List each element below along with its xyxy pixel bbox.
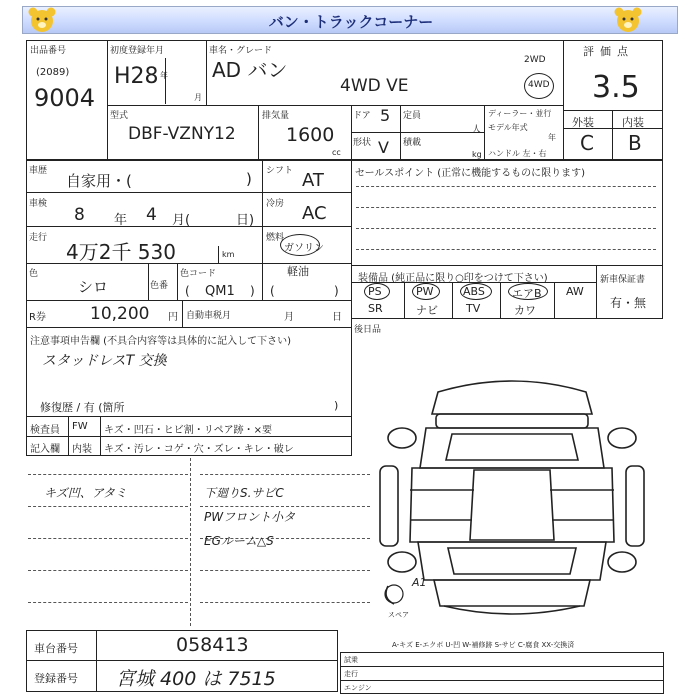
shift-value: AT [302,170,324,191]
recycle-unit: 円 [168,312,178,323]
car-name-label: 車名・グレード [209,46,273,56]
report-line-1: 下廻りS.サビC [204,486,284,500]
ac-value: AC [302,203,327,224]
inspector-label-2: 記入欄 [30,444,60,455]
displacement-value: 1600 [286,124,335,146]
equip-ps: PS [368,285,382,298]
inspection-month: 4 [146,205,157,225]
equip-sr: SR [368,302,383,315]
inspector-interior-label: 内装 [72,444,92,455]
model-year-label: モデル年式 [488,123,528,132]
banner-title: バン・トラックコーナー [268,13,434,31]
tax-day: 日 [332,312,342,323]
first-reg-month-unit: 月 [194,93,202,102]
fuel-label: 燃料 [266,233,285,243]
repair-close: ) [334,399,339,412]
fuel-paren-open: ( [270,284,275,298]
notes-handwritten: スタッドレスT 交換 [42,353,167,369]
model-value: DBF-VZNY12 [128,124,236,144]
handle-label: ハンドル 左・右 [488,149,547,158]
color-label: 色 [29,269,39,279]
color-code-close: ) [250,284,255,298]
first-reg-value: H28 [114,64,159,89]
ac-label: 冷房 [266,199,285,209]
tax-label: 自動車税月 [186,311,232,321]
displacement-label: 排気量 [262,111,290,121]
chassis-label: 車台番号 [34,642,78,655]
color-code-label: 色コード [180,269,217,279]
shape-label: 形状 [353,138,372,148]
test-box [340,652,664,694]
lot-number-sub: (2089) [36,67,70,78]
car-damage-diagram [378,372,646,634]
category-label: 車歴 [29,166,48,176]
report-line-2: PWフロント小タ [204,510,296,524]
load-label: 積載 [403,138,422,148]
drive-4wd-label: 4WD [528,80,550,90]
equip-abs: ABS [463,285,485,298]
ext-label: 外装 [572,116,594,129]
repair-label: 修復歴 / 有 (箇所 [40,401,125,414]
mileage-label: 走行 [29,233,48,243]
int-grade: B [628,131,642,155]
displacement-unit: cc [332,148,341,157]
warranty-value: 有・無 [610,296,647,310]
color-num-label: 色番 [150,281,169,291]
rating-label: 評価点 [583,45,634,58]
mileage-value: 4万2千 530 [66,240,176,264]
tax-month: 月 [284,312,294,323]
registration-label: 登録番号 [34,672,78,685]
fuel-value: ガソリン [284,243,324,254]
model-year-suffix: 年 [548,133,556,142]
mileage-unit: km [222,250,235,259]
test-label-3: エンジン [344,684,372,692]
lot-number-value: 9004 [34,84,96,112]
dealer-label: ディーラー・並行 [488,109,552,118]
ext-grade: C [580,131,594,155]
doors-label: ドア [353,111,371,121]
warranty-label: 新車保証書 [600,275,646,285]
sales-point-label: セールスポイント (正常に機能するものに限ります) [355,168,586,179]
inspection-year: 8 [74,205,85,225]
inspection-month-unit: 月( [172,213,191,228]
car-grade-value: 4WD VE [340,76,409,96]
color-value: シロ [78,278,109,296]
category-close: ) [246,170,252,188]
equip-pw: PW [416,285,434,298]
inspection-label: 車検 [29,199,48,209]
report-left: キズ凹、アタミ [44,486,127,500]
diagram-note-a1: A1 [412,576,427,589]
diagram-note-spare: スペア [388,611,409,619]
lot-number-label: 出品番号 [30,46,67,56]
car-name-value: AD バン [212,58,288,82]
banner [22,6,678,34]
bear-mascot-icon [612,4,644,36]
model-label: 型式 [110,111,129,121]
rating-score: 3.5 [592,70,640,105]
drive-2wd-label: 2WD [524,55,546,65]
equip-tv: TV [466,302,481,315]
recycle-label: R券 [29,312,46,323]
shape-value: V [378,138,389,157]
equip-aw: AW [566,285,584,298]
fuel-alt: 軽油 [287,265,309,278]
first-reg-label: 初度登録年月 [110,46,165,56]
legend-text: A-キズ E-エクボ U-凹 W-補修跡 S-サビ C-腐食 XX-交換済 [392,641,575,649]
equip-leather: カワ [514,304,536,317]
inspector-interior-items: キズ・汚レ・コゲ・穴・ズレ・キレ・破レ [104,444,294,455]
fuel-paren-close: ) [334,284,339,298]
capacity-unit: 人 [472,125,482,135]
inspection-year-unit: 年 [114,213,128,228]
shift-label: シフト [266,166,294,176]
notes-label: 注意事項申告欄 (不具合内容等は具体的に記入して下さい) [30,336,291,347]
equip-airbag: エアB [512,287,542,300]
capacity-label: 定員 [403,111,422,121]
category-value: 自家用・( [66,172,132,190]
inspector-front-label: FW [72,421,88,432]
bear-mascot-icon [26,4,58,36]
doors-value: 5 [380,106,391,125]
registration-value: 宮城 400 は 7515 [116,668,276,690]
load-unit: kg [472,150,482,159]
equip-navi: ナビ [416,304,438,317]
after-goods-label: 後日品 [354,325,382,335]
inspector-label-1: 検査員 [30,425,60,436]
equipment-label: 装備品 (純正品に限り○印をつけて下さい) [358,273,548,284]
recycle-value: 10,200 [90,304,150,324]
report-line-3: EGルーム△S [204,534,274,548]
inspection-day-unit: 日) [236,213,255,228]
chassis-value: 058413 [176,634,249,656]
inspector-front-items: キズ・凹石・ヒビ割・リペア跡・×要 [104,425,272,436]
test-label-1: 試乗 [344,656,358,664]
first-reg-year-unit: 年 [160,71,168,80]
color-code-value: QM1 [205,284,235,299]
color-code-open: ( [185,284,190,298]
test-label-2: 走行 [344,670,358,678]
int-label: 内装 [622,116,644,129]
